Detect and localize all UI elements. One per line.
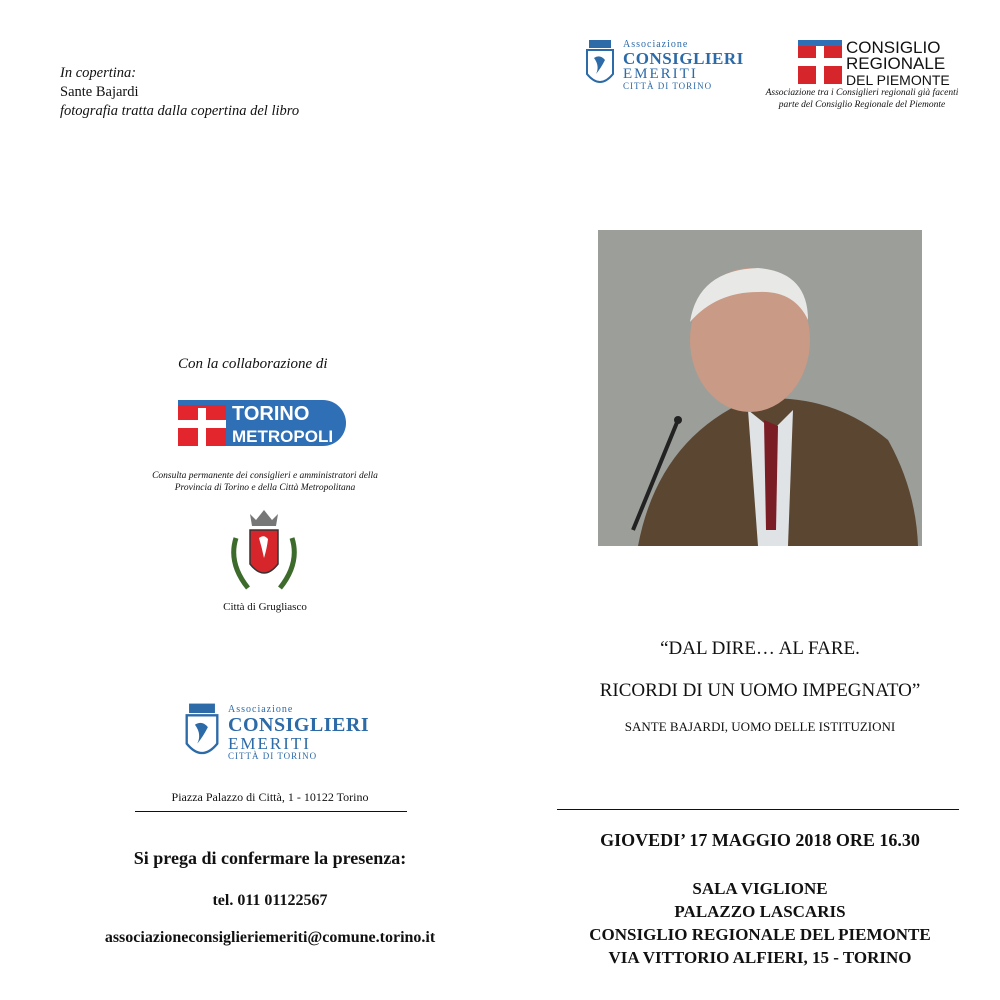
event-subtitle: SANTE BAJARDI, UOMO DELLE ISTITUZIONI	[624, 719, 896, 734]
collab-label: Con la collaborazione di	[178, 356, 328, 372]
cover-label: In copertina:	[60, 65, 137, 81]
speaker-photo	[598, 230, 922, 546]
venue-line1: SALA VIGLIONE	[692, 879, 828, 898]
tm-line1: TORINO	[232, 403, 310, 425]
grugliasco-coat-of-arms-icon	[226, 508, 302, 598]
ace-shield-icon	[583, 38, 617, 92]
title-divider	[557, 809, 959, 810]
ace-wordmark	[623, 40, 744, 91]
crp-line3: DEL PIEMONTE	[846, 72, 950, 88]
confirm-text: Si prega di confermare la presenza:	[133, 848, 407, 868]
ace-logo-top	[583, 38, 744, 92]
cover-caption: fotografia tratta dalla copertina del libro	[60, 103, 300, 119]
event-venue	[540, 877, 980, 969]
address: Piazza Palazzo di Città, 1 - 10122 Torino	[171, 790, 369, 804]
ace-line1: Associazione	[623, 38, 689, 50]
event-date: GIOVEDI’ 17 MAGGIO 2018 ORE 16.30	[600, 830, 920, 850]
ace-line3: EMERITI	[623, 65, 698, 82]
event-title-line1: “DAL DIRE… AL FARE.	[660, 638, 860, 659]
consulta-caption: Consulta permanente dei consiglieri e amministratori della Provincia di Torino e della Città Metropolitana	[152, 471, 378, 493]
cover-note	[60, 64, 299, 121]
cover-name: Sante Bajardi	[60, 84, 139, 100]
address-divider	[135, 811, 407, 812]
crp-wordmark	[846, 40, 950, 88]
ace-line1: Associazione	[228, 704, 294, 715]
venue-line2: PALAZZO LASCARIS	[674, 902, 846, 921]
ace-line4: CITTÀ DI TORINO	[623, 80, 713, 91]
crp-caption: Associazione tra i Consiglieri regionali già facenti parte del Consiglio Regionale del Piemonte	[765, 88, 959, 110]
venue-line4: VIA VITTORIO ALFIERI, 15 - TORINO	[608, 948, 912, 967]
crp-logo	[798, 40, 950, 88]
ace-shield-icon	[182, 700, 222, 766]
email-address: associazioneconsiglieriemeriti@comune.torino.it	[104, 929, 436, 946]
ace-line3: EMERITI	[228, 734, 311, 753]
crp-line2: REGIONALE	[846, 54, 946, 73]
venue-line3: CONSIGLIO REGIONALE DEL PIEMONTE	[589, 925, 931, 944]
torino-metropoli-logo	[178, 398, 346, 448]
grugliasco-label: Città di Grugliasco	[223, 601, 307, 613]
ace-line2: CONSIGLIERI	[623, 48, 744, 68]
ace-line4: CITTÀ DI TORINO	[228, 751, 318, 761]
crp-line1: CONSIGLIO	[846, 38, 941, 57]
event-title-line2: RICORDI DI UN UOMO IMPEGNATO”	[599, 680, 921, 701]
ace-logo-bottom	[182, 700, 369, 766]
piemonte-flag-icon	[798, 40, 842, 84]
ace-wordmark	[228, 705, 369, 761]
phone-number: tel. 011 01122567	[212, 892, 328, 909]
tm-line2: METROPOLI	[232, 427, 334, 446]
ace-line2: CONSIGLIERI	[228, 714, 370, 736]
